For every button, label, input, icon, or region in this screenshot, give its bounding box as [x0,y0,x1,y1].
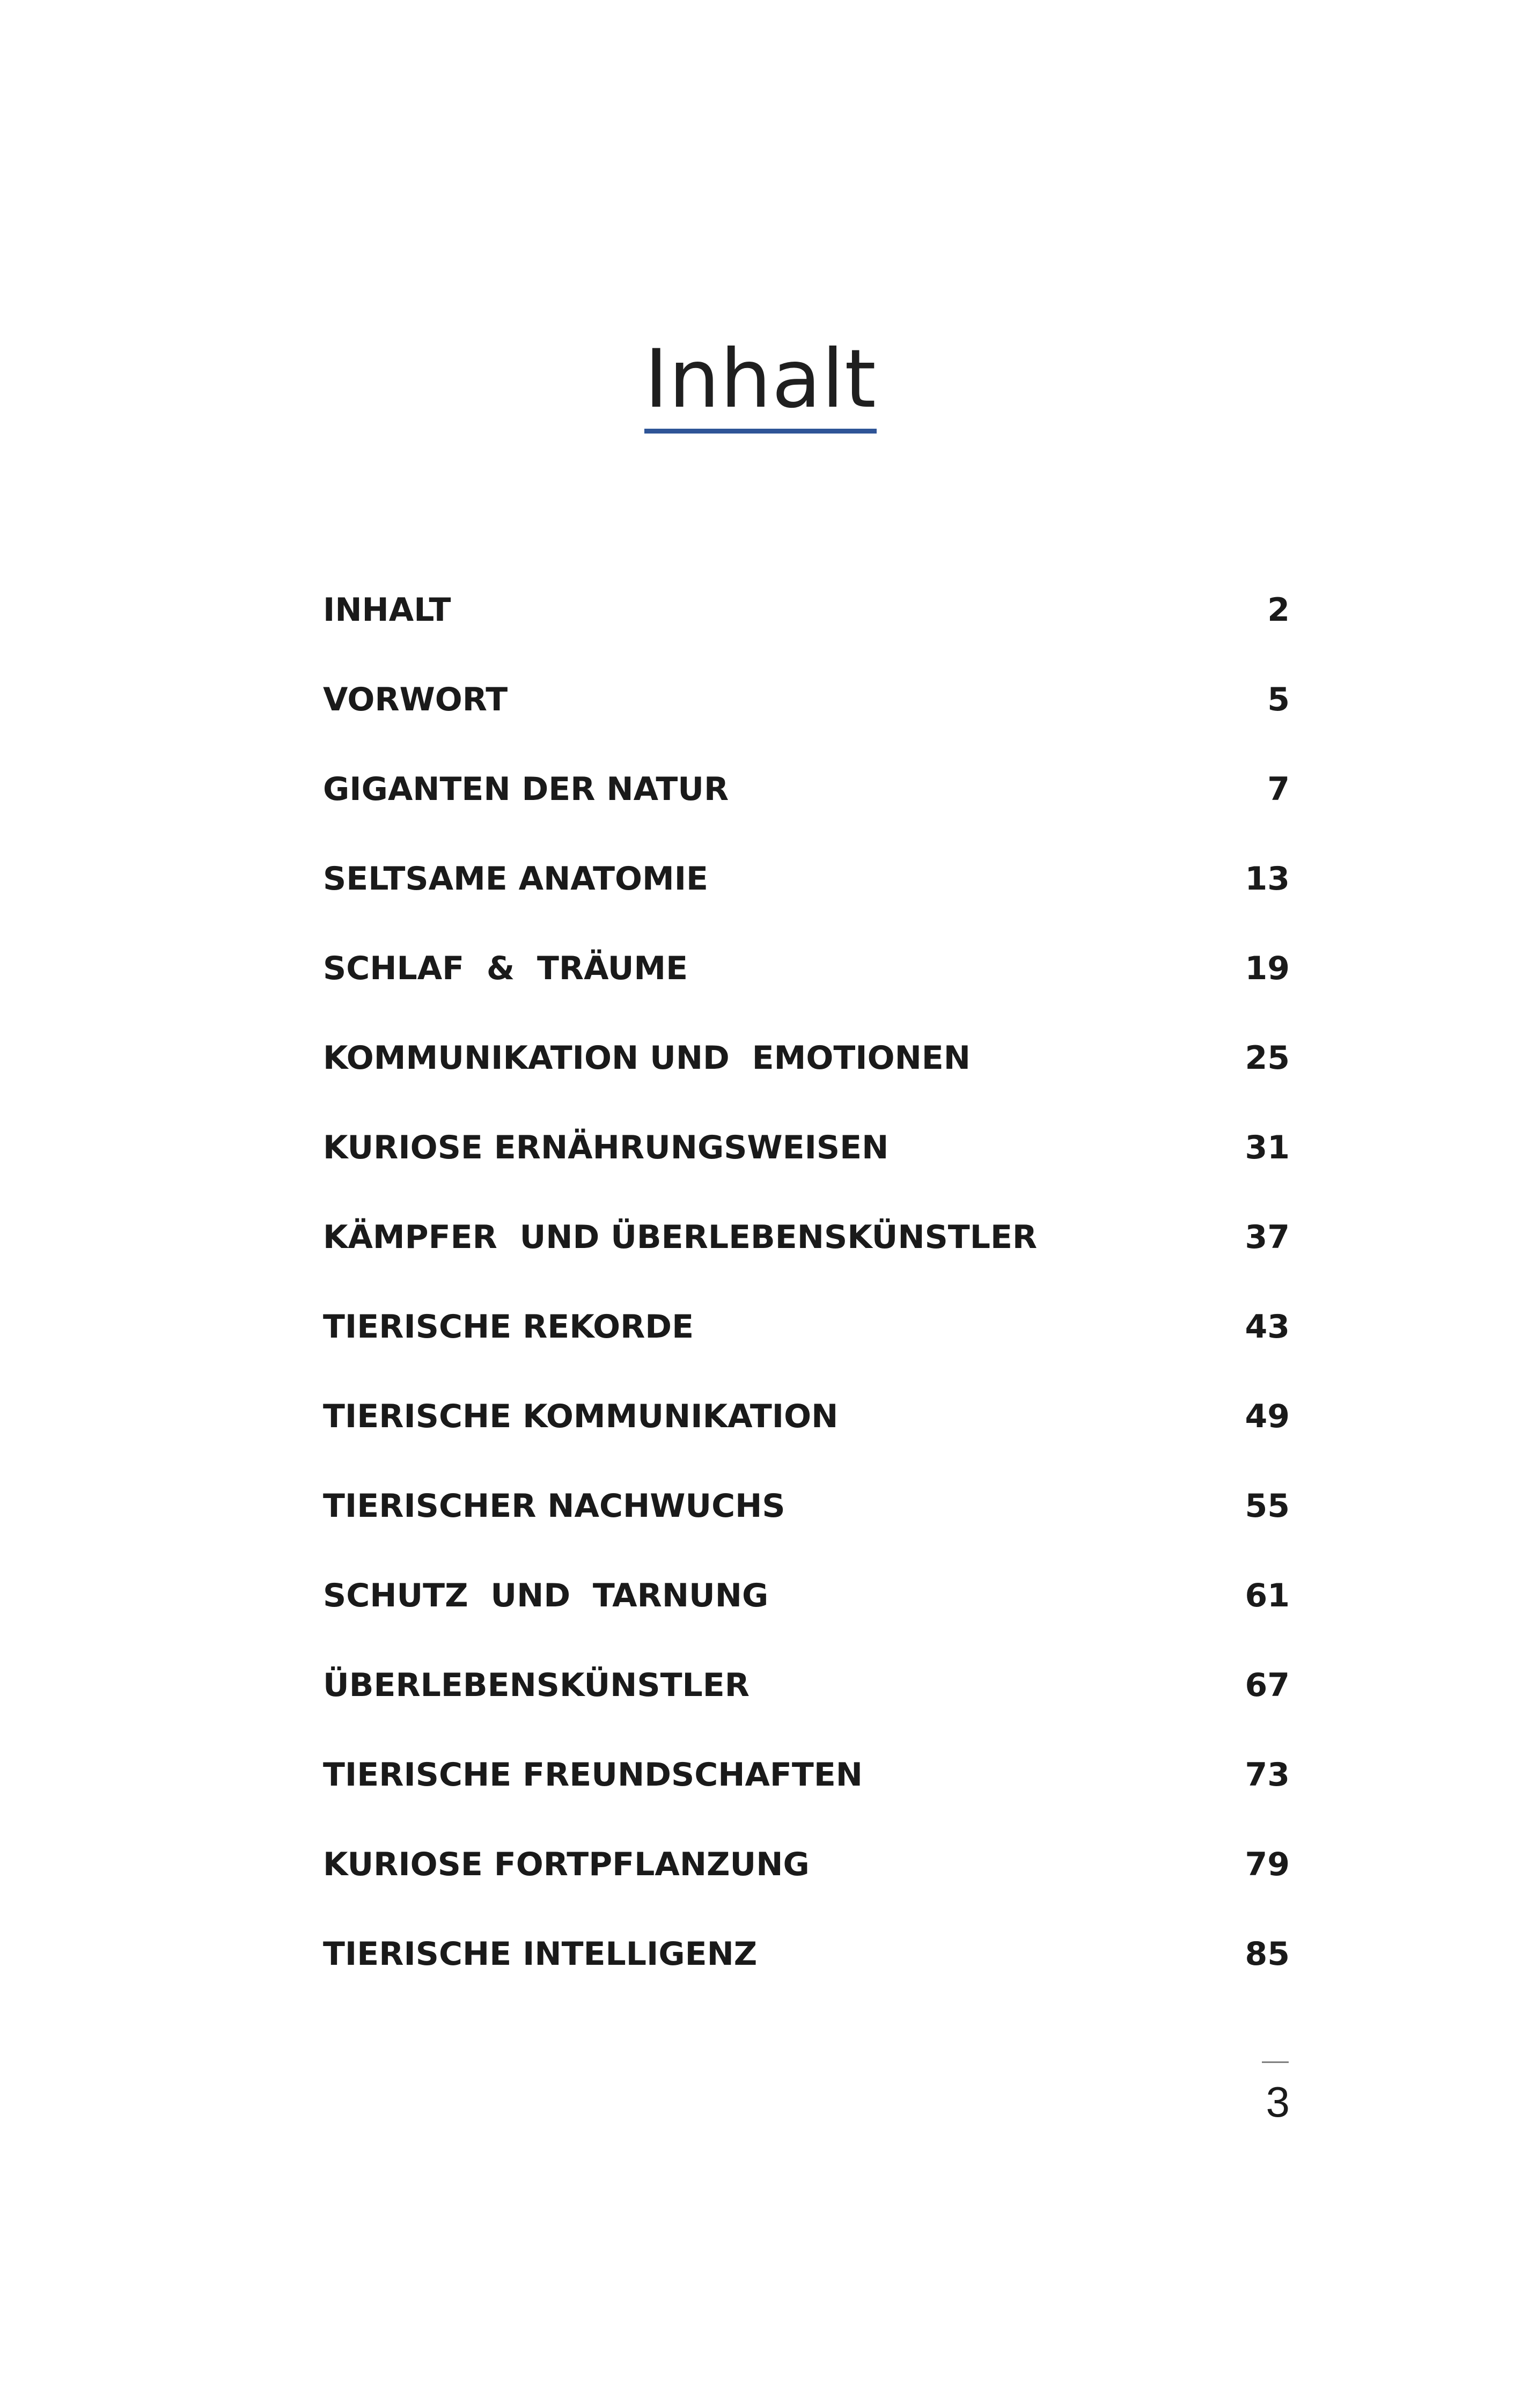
toc-entry[interactable] [323,583,1290,673]
toc-entry-label: GIGANTEN DER NATUR [323,770,729,808]
toc-entry-page-number: 31 [1245,1129,1290,1166]
toc-entry[interactable] [323,1031,1290,1121]
toc-entry-label: TIERISCHE KOMMUNIKATION [323,1398,839,1435]
toc-entry-page-number: 55 [1245,1487,1290,1525]
toc-entry-page-number: 7 [1267,770,1290,808]
toc-entry[interactable] [323,1569,1290,1658]
toc-entry[interactable] [323,1390,1290,1479]
toc-entry-page-number: 13 [1245,860,1290,898]
footer-page-number: 3 [1266,2078,1290,2126]
toc-entry-page-number: 85 [1245,1935,1290,1973]
footer-divider [1262,2061,1289,2063]
toc-entry-page-number: 19 [1245,950,1290,987]
toc-entry-page-number: 37 [1245,1218,1290,1256]
toc-entry[interactable] [323,1658,1290,1748]
toc-entry[interactable] [323,1479,1290,1569]
toc-entry[interactable] [323,1838,1290,1927]
toc-entry[interactable] [323,852,1290,942]
toc-entry-page-number: 5 [1267,681,1290,718]
toc-entry-page-number: 73 [1245,1756,1290,1794]
toc-entry-page-number: 79 [1245,1846,1290,1883]
toc-entry-label: SELTSAME ANATOMIE [323,860,709,898]
toc-entry[interactable] [323,1927,1290,2017]
toc-entry-label: KURIOSE ERNÄHRUNGSWEISEN [323,1129,889,1166]
toc-entry[interactable] [323,1121,1290,1210]
toc-entry-label: VORWORT [323,681,508,718]
toc-entry-label: KURIOSE FORTPFLANZUNG [323,1846,810,1883]
toc-entry-label: SCHUTZ UND TARNUNG [323,1577,769,1614]
toc-entry[interactable] [323,1748,1290,1838]
toc-entry-label: INHALT [323,591,451,629]
toc-entry-label: TIERISCHE FREUNDSCHAFTEN [323,1756,863,1794]
toc-entry-page-number: 49 [1245,1398,1290,1435]
page-title: Inhalt [644,333,877,434]
toc-entry-label: SCHLAF & TRÄUME [323,950,688,987]
title-container [0,279,1521,488]
toc-entry[interactable] [323,1300,1290,1390]
toc-entry-page-number: 2 [1267,591,1290,629]
toc-entry-label: KOMMUNIKATION UND EMOTIONEN [323,1039,971,1077]
table-of-contents [323,583,1290,2017]
toc-entry-page-number: 67 [1245,1666,1290,1704]
toc-entry-page-number: 61 [1245,1577,1290,1614]
toc-entry-page-number: 43 [1245,1308,1290,1346]
toc-entry-label: TIERISCHE REKORDE [323,1308,694,1346]
toc-entry-label: ÜBERLEBENSKÜNSTLER [323,1666,750,1704]
toc-entry[interactable] [323,1210,1290,1300]
toc-entry-label: KÄMPFER UND ÜBERLEBENSKÜNSTLER [323,1218,1038,1256]
toc-entry-label: TIERISCHE INTELLIGENZ [323,1935,758,1973]
toc-entry-page-number: 25 [1245,1039,1290,1077]
toc-entry[interactable] [323,762,1290,852]
toc-entry-label: TIERISCHER NACHWUCHS [323,1487,785,1525]
toc-entry[interactable] [323,942,1290,1031]
toc-entry[interactable] [323,673,1290,762]
